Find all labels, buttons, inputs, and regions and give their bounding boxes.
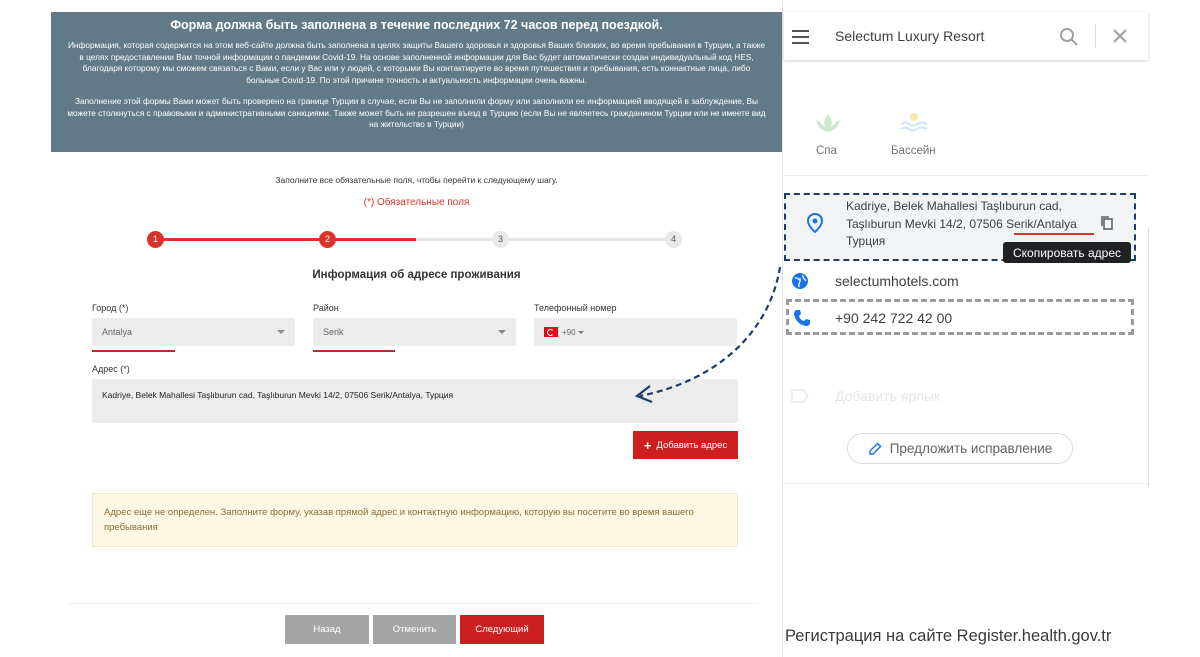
suggest-edit-button[interactable] xyxy=(847,433,1073,464)
district-select[interactable] xyxy=(313,318,516,346)
turkey-flag-icon xyxy=(544,327,558,337)
pool-icon xyxy=(899,110,929,134)
maps-address-line-2: Taşlıburun Mevki 14/2, 07506 Serik/Antalya xyxy=(846,216,1077,231)
back-button[interactable]: Назад xyxy=(285,615,369,644)
banner-paragraph-2: Заполнение этой формы Вами может быть проверено на границе Турции в случае, если Вы не заполнили форму или заполнили ее информацией вводящей в заблуждение, Вы можете столкнуться с правовыми и административными санкциями. Также может быть не разрешен въезд в Турцию (если Вы не являетесь гражданином Турции или не имеете вид на жительство в Турции) xyxy=(67,96,766,129)
maps-website-link[interactable]: selectumhotels.com xyxy=(835,273,959,289)
caption: Регистрация на сайте Register.health.gov.tr xyxy=(785,627,1112,645)
maps-address-line-3: Турция xyxy=(846,234,886,248)
chevron-down-icon xyxy=(578,331,584,334)
required-fields-note: (*) Обязательные поля xyxy=(363,197,470,208)
amenity-pool-label: Бассейн xyxy=(891,145,936,157)
step-3[interactable]: 3 xyxy=(492,231,509,248)
step-1[interactable]: 1 xyxy=(147,231,164,248)
stepper-remaining-line xyxy=(416,238,674,241)
info-banner xyxy=(51,12,782,152)
globe-icon xyxy=(791,272,809,290)
add-address-label: Добавить адрес xyxy=(656,439,728,451)
chevron-down-icon xyxy=(498,330,506,334)
connector-arrow xyxy=(620,255,790,405)
phone-label: Телефонный номер xyxy=(534,303,617,313)
step-2[interactable]: 2 xyxy=(319,231,336,248)
label-icon xyxy=(791,389,809,403)
next-button[interactable]: Следующий xyxy=(460,615,544,644)
copy-address-tooltip: Скопировать адрес xyxy=(1003,242,1131,263)
amenity-spa-label: Спа xyxy=(816,145,837,157)
maps-search-input[interactable]: Selectum Luxury Resort xyxy=(835,28,985,44)
banner-paragraph-1: Информация, которая содержится на этом веб-сайте должна быть заполнена в целях защиты Вашего здоровья и здоровья Ваших близких, во время пребывания в Турции, а также в целях предоставлении Вам точной информации о пандемии Covid-19. На основе заполненной информации для Вас будет автоматически создан индивидуальный код HES, благодаря которому мы сможем связаться с Вами, если у Вас или у людей, с которыми Вы контактируете во время путешествия и пребывания, есть коннактные лица, либо больные Covid-19. По этой причине точность и актуальность информации очень важны. xyxy=(67,40,766,85)
district-value: Serik xyxy=(323,327,344,337)
stepper-progress-line xyxy=(158,238,416,241)
spa-icon xyxy=(813,112,843,134)
section-title: Информация об адресе проживания xyxy=(312,269,521,281)
maps-panel-edge xyxy=(1148,228,1149,486)
address-value: Kadriye, Belek Mahallesi Taşlıburun cad, Taşlıburun Mevki 14/2, 07506 Serik/Antalya, Турция xyxy=(102,390,454,400)
maps-phone-number[interactable]: +90 242 722 42 00 xyxy=(835,310,953,326)
district-label: Район xyxy=(313,303,339,313)
city-value: Antalya xyxy=(102,327,133,337)
address-warning xyxy=(92,493,738,547)
maps-address-line-1: Kadriye, Belek Mahallesi Taşlıburun cad, xyxy=(846,199,1062,213)
maps-add-label[interactable]: Добавить ярлык xyxy=(835,388,941,404)
add-address-button[interactable] xyxy=(633,431,738,459)
maps-bottom-divider xyxy=(783,483,1150,484)
cancel-button[interactable]: Отменить xyxy=(373,615,456,644)
city-underline xyxy=(92,350,175,352)
serik-underline xyxy=(1014,233,1094,235)
city-label: Город (*) xyxy=(92,303,129,313)
step-4[interactable]: 4 xyxy=(665,231,682,248)
maps-divider xyxy=(784,175,1148,176)
form-hint: Заполните все обязательные поля, чтобы перейти к следующему шагу. xyxy=(275,175,558,185)
search-icon[interactable] xyxy=(1059,27,1079,47)
copy-icon[interactable] xyxy=(1100,215,1114,231)
menu-icon[interactable] xyxy=(792,30,809,48)
footer-divider xyxy=(69,603,759,604)
district-underline xyxy=(313,350,395,352)
search-divider xyxy=(1095,24,1096,48)
city-select[interactable] xyxy=(92,318,295,346)
phone-country-code[interactable]: +90 xyxy=(562,327,576,337)
suggest-edit-label: Предложить исправление xyxy=(889,441,1053,456)
close-icon[interactable] xyxy=(1113,29,1127,43)
warning-text: Адрес еще не определен. Заполните форму, указав прямой адрес и контактную информацию, которую вы посетите во время вашего пребывания xyxy=(104,507,694,533)
address-label: Адрес (*) xyxy=(92,364,130,374)
pencil-icon xyxy=(868,442,882,456)
phone-icon xyxy=(793,309,811,327)
maps-search-bar xyxy=(784,12,1148,60)
maps-phone-block[interactable] xyxy=(786,299,1134,335)
banner-title: Форма должна быть заполнена в течение последних 72 часов перед поездкой. xyxy=(170,18,663,32)
chevron-down-icon xyxy=(277,330,285,334)
plus-icon: + xyxy=(643,437,652,453)
location-pin-icon xyxy=(807,213,823,233)
